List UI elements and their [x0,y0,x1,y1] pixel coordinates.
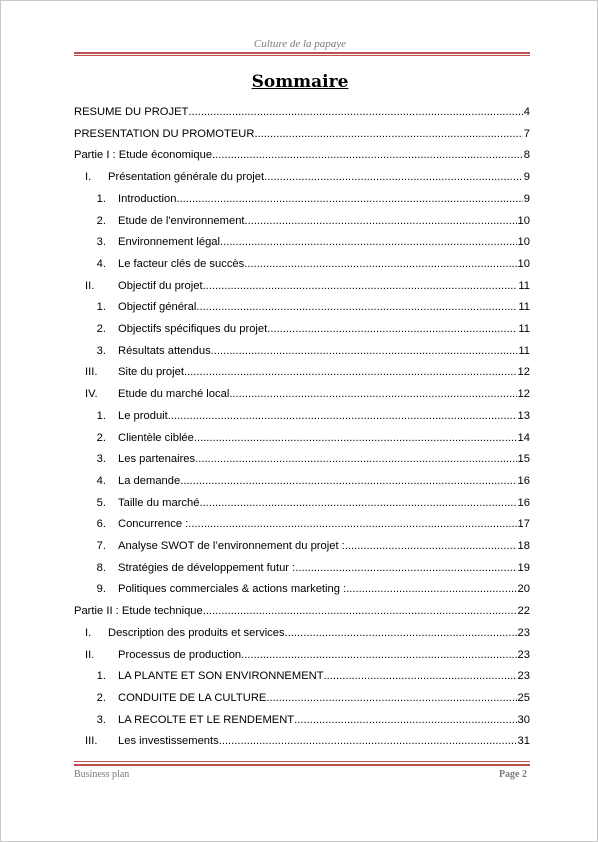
toc-entry[interactable] [74,430,530,446]
toc-entry-label: LA RECOLTE ET LE RENDEMENT [118,713,295,726]
toc-dot-leader [220,234,517,250]
toc-entry-number: 3. [96,344,106,357]
toc-dot-leader [266,690,516,706]
toc-entry[interactable] [74,495,530,511]
toc-entry-label: La demande [118,474,181,487]
toc-entry-label: Partie II : Etude technique [74,605,203,618]
toc-entry-label: Les investissements [118,735,219,748]
toc-dot-leader [168,408,517,424]
toc-entry[interactable] [74,603,530,619]
toc-entry-number: 1. [96,670,106,683]
toc-entry[interactable] [74,733,530,749]
toc-entry-label: Analyse SWOT de l’environnement du projet : [118,540,345,552]
toc-entry-label: Concurrence : [118,518,189,531]
toc-entry-number: 7. [96,540,106,552]
toc-entry-number: I. [85,171,92,184]
toc-entry-label: Partie I : Etude économique [74,149,213,162]
toc-entry-page: 23 [517,670,530,683]
toc-entry[interactable] [74,147,530,163]
toc-entry-page: 12 [517,366,530,379]
toc-entry-number: II. [85,279,95,292]
toc-entry-page: 15 [517,453,530,466]
toc-entry[interactable] [74,690,530,706]
toc-entry-number: 4. [96,257,106,270]
toc-entry-label: PRESENTATION DU PROMOTEUR [74,127,255,140]
toc-entry-label: Site du projet [118,366,184,379]
toc-entry[interactable] [74,191,530,207]
toc-entry[interactable] [74,668,530,684]
toc-entry-page: 17 [517,518,530,531]
toc-entry-number: III. [85,735,98,748]
toc-entry-label: Etude de l'environnement [118,214,245,227]
toc-entry-number: 3. [96,453,106,466]
toc-entry[interactable] [74,473,530,489]
toc-entry-label: Les partenaires [118,453,196,466]
toc-entry[interactable] [74,278,530,294]
toc-entry[interactable] [74,625,530,641]
toc-entry-page: 16 [517,474,530,487]
toc-entry-label: Introduction [118,192,177,205]
toc-entry-number: 2. [96,214,106,227]
toc-dot-leader [219,733,517,749]
toc-entry-number: 2. [96,323,106,335]
toc-dot-leader [285,625,517,641]
header-rule-thin [74,55,530,56]
toc-entry-page: 7 [523,127,530,140]
toc-entry-label: Présentation générale du projet [108,171,265,184]
toc-dot-leader [196,299,517,315]
toc-dot-leader [176,191,522,207]
toc-entry-number: 5. [96,496,106,509]
toc-entry-label: Description des produits et services [108,626,285,639]
toc-dot-leader [184,364,517,380]
toc-entry-page: 10 [517,236,530,249]
toc-dot-leader [241,647,516,663]
toc-entry-page: 13 [517,409,530,422]
toc-entry-number: 1. [96,409,106,422]
toc-dot-leader [264,169,523,185]
toc-dot-leader [345,538,517,554]
toc-entry[interactable] [74,451,530,467]
toc-entry-number: 3. [96,713,106,726]
toc-dot-leader [203,278,518,294]
toc-entry-page: 11 [518,344,530,357]
toc-entry[interactable] [74,647,530,663]
toc-entry-page: 8 [523,149,530,162]
toc-entry[interactable] [74,364,530,380]
toc-entry-label: LA PLANTE ET SON ENVIRONNEMENT [118,670,324,683]
toc-entry[interactable] [74,256,530,272]
toc-entry-page: 11 [518,301,530,314]
toc-entry[interactable] [74,386,530,402]
toc-entry-page: 14 [517,431,530,444]
toc-entry-page: 16 [517,496,530,509]
toc-entry-page: 30 [517,713,530,726]
toc-entry-label: Etude du marché local [118,388,230,401]
toc-entry-number: 6. [96,518,106,531]
toc-entry-number: 3. [96,236,106,249]
toc-entry-page: 20 [517,583,530,596]
toc-dot-leader [188,104,522,120]
toc-entry[interactable] [74,104,530,120]
toc-entry-page: 12 [517,388,530,401]
toc-dot-leader [245,213,517,229]
toc-entry-label: Le produit [118,409,168,422]
toc-entry[interactable] [74,126,530,142]
toc-entry[interactable] [74,516,530,532]
toc-entry-page: 18 [517,540,530,552]
toc-dot-leader [254,126,522,142]
toc-dot-leader [203,603,517,619]
toc-entry-page: 9 [523,192,530,205]
header-rule [74,52,530,54]
toc-entry-label: Clientèle ciblée [118,431,194,444]
toc-entry-label: Politiques commerciales & actions marketing : [118,583,347,596]
toc-entry[interactable] [74,581,530,597]
toc-dot-leader [346,581,516,597]
toc-entry[interactable] [74,299,530,315]
toc-entry-label: Le facteur clés de succès [118,257,245,270]
toc-entry-number: 4. [96,474,106,487]
toc-entry-label: Objectif général [118,301,197,314]
toc-entry-number: 8. [96,561,106,574]
toc-entry-number: 2. [96,431,106,444]
toc-entry-page: 11 [518,323,530,335]
toc-entry-label: Objectif du projet [118,279,203,292]
toc-entry[interactable] [74,408,530,424]
toc-dot-leader [324,668,517,684]
page-title: Sommaire [251,72,349,92]
toc-entry-number: 1. [96,301,106,314]
toc-entry[interactable] [74,169,530,185]
toc-dot-leader [267,321,517,337]
toc-dot-leader [229,386,516,402]
toc-dot-leader [194,430,517,446]
toc-entry-number: I. [85,626,92,639]
toc-entry-label: RESUME DU PROJET [74,106,189,118]
toc-entry-number: 2. [96,691,106,704]
toc-dot-leader [244,256,516,272]
toc-entry-number: 1. [96,192,106,205]
footer-rule-thin [74,761,530,762]
toc-entry-page: 9 [523,171,530,184]
toc-dot-leader [295,560,516,576]
toc-entry[interactable] [74,343,530,359]
toc-entry-label: Taille du marché [118,496,200,509]
toc-entry-page: 22 [517,605,530,618]
toc-entry[interactable] [74,538,530,554]
running-header: Culture de la papaye [253,38,347,50]
toc-entry-label: Processus de production [118,648,242,661]
toc-entry[interactable] [74,213,530,229]
toc-dot-leader [212,147,523,163]
toc-entry-page: 25 [517,691,530,704]
toc-entry-number: 9. [96,583,106,596]
toc-entry-label: Stratégies de développement futur : [118,561,296,574]
toc-entry-page: 4 [523,106,530,118]
toc-dot-leader [180,473,516,489]
toc-entry[interactable] [74,712,530,728]
toc-entry-label: Environnement légal [118,236,220,249]
toc-entry-page: 11 [518,279,530,292]
toc-entry-label: CONDUITE DE LA CULTURE [118,691,267,704]
toc-entry[interactable] [74,560,530,576]
toc-entry-page: 19 [517,561,530,574]
toc-entry[interactable] [74,321,530,337]
toc-entry-page: 31 [517,735,530,748]
toc-entry[interactable] [74,234,530,250]
toc-dot-leader [211,343,518,359]
toc-dot-leader [195,451,516,467]
toc-entry-page: 23 [517,648,530,661]
toc-entry-number: IV. [85,388,98,401]
toc-entry-page: 23 [517,626,530,639]
toc-dot-leader [199,495,516,511]
footer-document-name: Business plan [74,769,130,780]
toc-entry-page: 10 [517,257,530,270]
footer-page-number: Page 2 [498,769,527,780]
toc-entry-label: Résultats attendus [118,344,211,357]
toc-dot-leader [294,712,516,728]
toc-dot-leader [188,516,516,532]
toc-entry-number: III. [85,366,98,379]
toc-entry-page: 10 [517,214,530,227]
toc-entry-number: II. [85,648,95,661]
toc-entry-label: Objectifs spécifiques du projet [118,323,268,335]
footer-rule [74,764,530,766]
